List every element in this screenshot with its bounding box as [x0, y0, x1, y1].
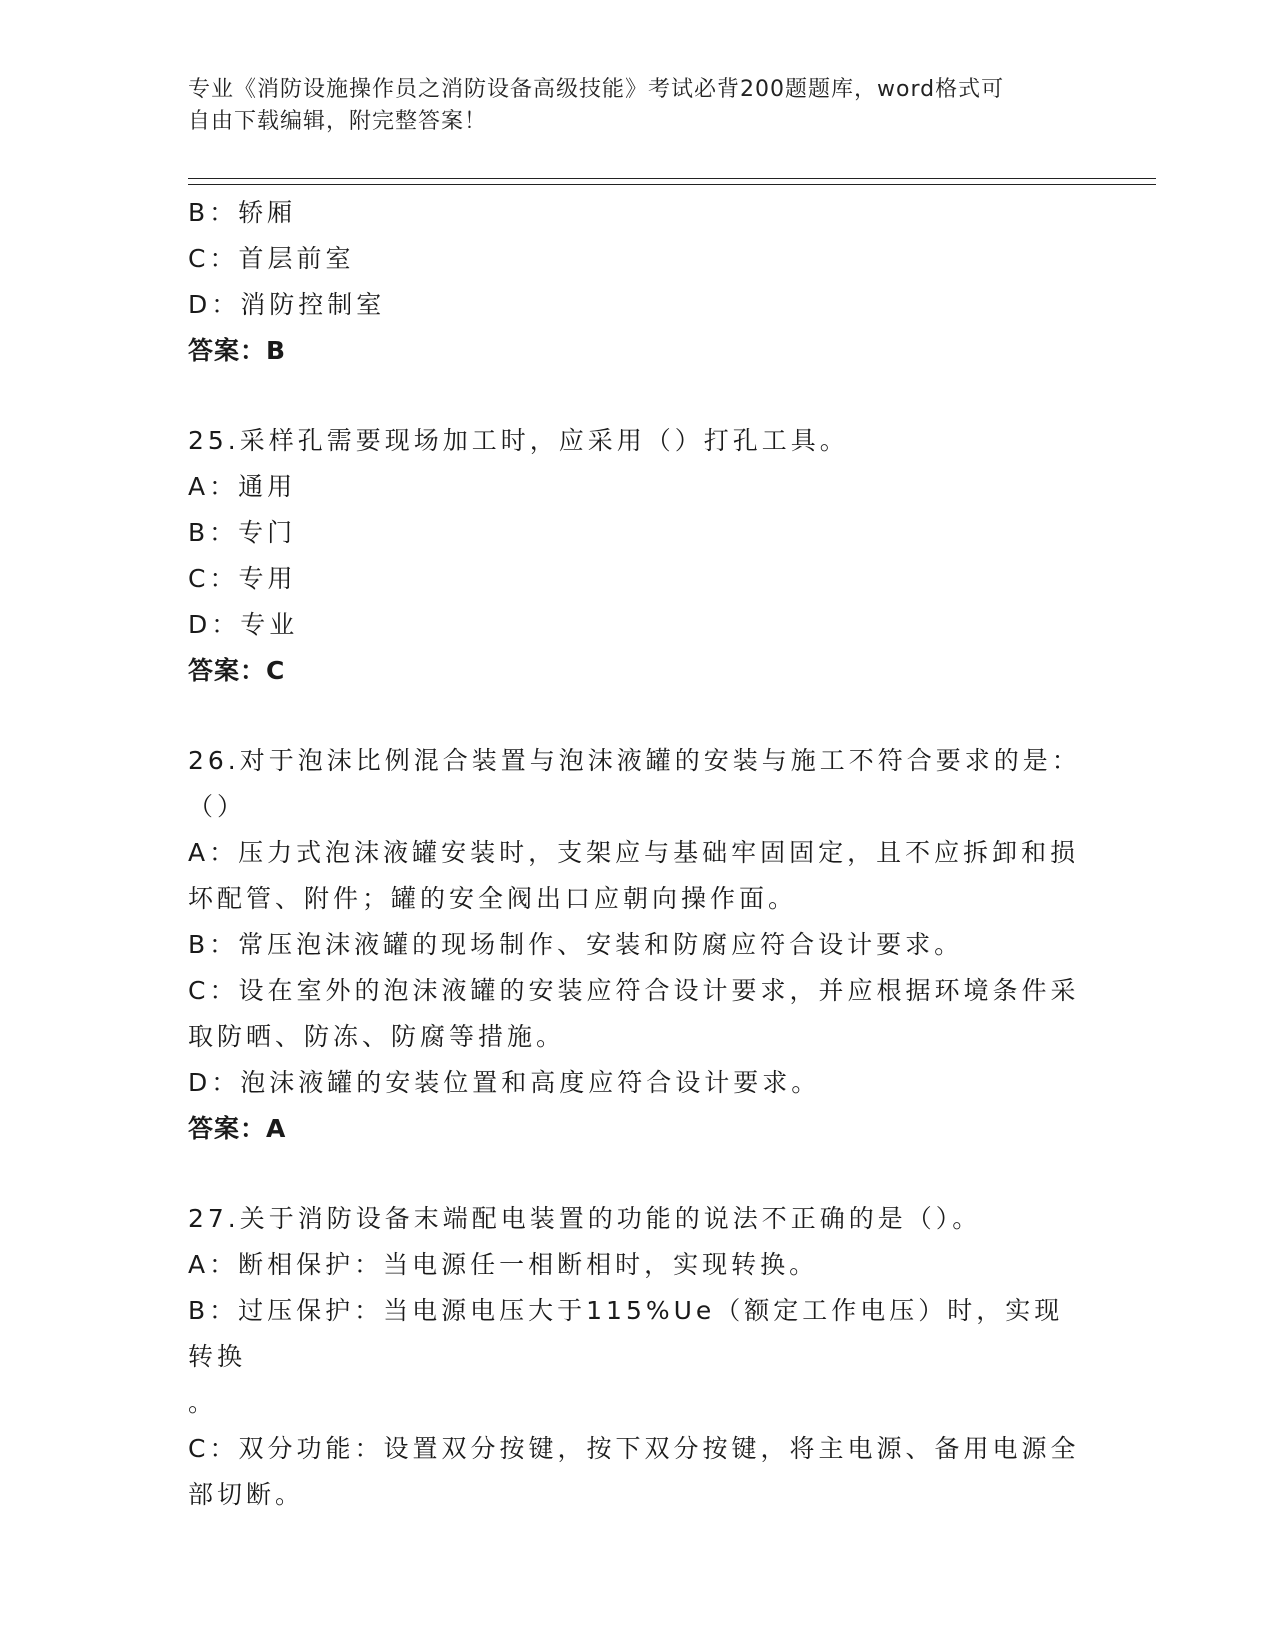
option-b-line-1: B：过压保护：当电源电压大于115%Ue（额定工作电压）时，实现转换: [188, 1296, 1064, 1371]
option-c: C：首层前室: [188, 244, 355, 273]
question-26: [188, 738, 1088, 1152]
option-b-line-2: 。: [188, 1388, 218, 1417]
option-c-line-1: C：设在室外的泡沫液罐的安装应符合设计要求，并应根据环境条件采: [188, 976, 1080, 1005]
answer-line: 答案：C: [188, 656, 286, 685]
previous-question: [188, 190, 1088, 374]
option-b: B：轿厢: [188, 198, 297, 227]
answer-line: 答案：A: [188, 1114, 287, 1143]
header-line-2: 自由下载编辑，附完整答案！: [188, 109, 488, 134]
option-a: A：通用: [188, 472, 297, 501]
document-header: [188, 74, 1068, 138]
option-c: C：专用: [188, 564, 297, 593]
question-text: 25.采样孔需要现场加工时，应采用（）打孔工具。: [188, 426, 849, 455]
answer-line: 答案：B: [188, 336, 287, 365]
option-b: B：专门: [188, 518, 297, 547]
question-27: [188, 1196, 1088, 1518]
option-a: A：断相保护：当电源任一相断相时，实现转换。: [188, 1250, 819, 1279]
question-25: [188, 418, 1088, 694]
option-c-line-2: 取防晒、防冻、防腐等措施。: [188, 1022, 566, 1051]
option-d: D：泡沫液罐的安装位置和高度应符合设计要求。: [188, 1068, 821, 1097]
option-c-line-2: 部切断。: [188, 1480, 305, 1509]
option-a-line-1: A：压力式泡沫液罐安装时，支架应与基础牢固固定，且不应拆卸和损: [188, 838, 1080, 867]
option-c-line-1: C：双分功能：设置双分按键，按下双分按键，将主电源、备用电源全: [188, 1434, 1080, 1463]
question-text-line-1: 26.对于泡沫比例混合装置与泡沫液罐的安装与施工不符合要求的是：: [188, 746, 1081, 775]
question-text: 27.关于消防设备末端配电装置的功能的说法不正确的是（）。: [188, 1204, 982, 1233]
option-d: D：专业: [188, 610, 299, 639]
option-d: D：消防控制室: [188, 290, 386, 319]
option-b: B：常压泡沫液罐的现场制作、安装和防腐应符合设计要求。: [188, 930, 964, 959]
question-content: [188, 190, 1088, 1518]
header-line-1: 专业《消防设施操作员之消防设备高级技能》考试必背200题题库，word格式可: [188, 77, 1005, 102]
question-text-line-2: （）: [188, 792, 247, 821]
option-a-line-2: 坏配管、附件；罐的安全阀出口应朝向操作面。: [188, 884, 798, 913]
header-divider: [188, 178, 1156, 185]
